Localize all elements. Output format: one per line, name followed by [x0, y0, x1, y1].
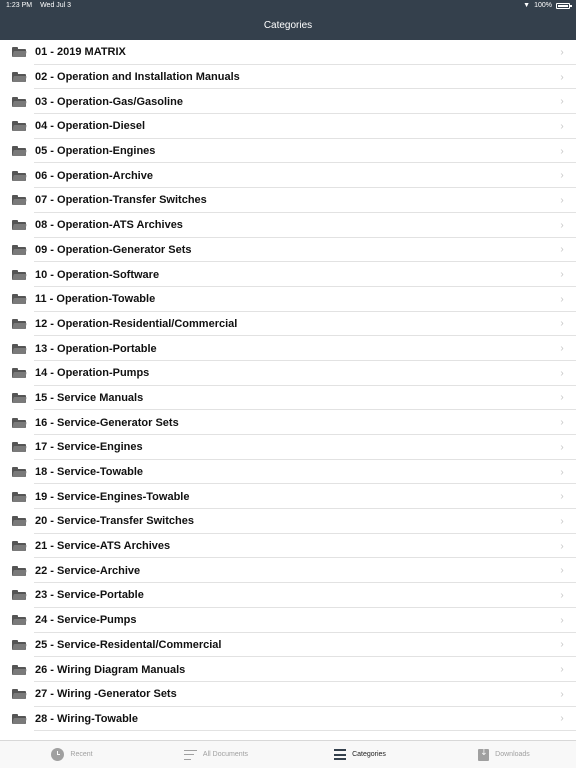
list-item-label: 13 - Operation-Portable: [35, 342, 157, 355]
folder-icon: [12, 146, 26, 156]
folder-icon: [12, 368, 26, 378]
chevron-right-icon: ›: [560, 194, 564, 206]
list-item-label: 07 - Operation-Transfer Switches: [35, 194, 207, 207]
list-item-label: 20 - Service-Transfer Switches: [35, 515, 194, 528]
list-item[interactable]: [0, 114, 576, 139]
battery-icon: [556, 3, 570, 9]
tab-categories-label: Categories: [352, 751, 386, 758]
folder-icon: [12, 442, 26, 452]
list-item-label: 25 - Service-Residental/Commercial: [35, 638, 222, 651]
folder-icon: [12, 467, 26, 477]
folder-icon: [12, 270, 26, 280]
status-date: Wed Jul 3: [40, 2, 72, 9]
download-icon: [478, 749, 489, 761]
chevron-right-icon: ›: [560, 639, 564, 651]
list-item[interactable]: [0, 583, 576, 608]
list-item-label: 21 - Service-ATS Archives: [35, 540, 171, 553]
list-item[interactable]: [0, 262, 576, 287]
list-item-label: 24 - Service-Pumps: [35, 614, 137, 627]
list-item[interactable]: [0, 435, 576, 460]
page-title: Categories: [263, 20, 313, 31]
chevron-right-icon: ›: [560, 565, 564, 577]
list-item[interactable]: [0, 336, 576, 361]
list-item-label: 04 - Operation-Diesel: [35, 120, 146, 133]
wifi-icon: ▼: [523, 2, 531, 9]
chevron-right-icon: ›: [560, 589, 564, 601]
chevron-right-icon: ›: [560, 664, 564, 676]
list-item[interactable]: [0, 65, 576, 90]
navigation-bar: [0, 11, 576, 40]
chevron-right-icon: ›: [560, 96, 564, 108]
list-item-label: 27 - Wiring -Generator Sets: [35, 688, 177, 701]
folder-icon: [12, 541, 26, 551]
list-item[interactable]: [0, 558, 576, 583]
list-item-label: 10 - Operation-Software: [35, 268, 160, 281]
folder-icon: [12, 566, 26, 576]
tab-categories[interactable]: [288, 741, 432, 768]
list-item-label: 03 - Operation-Gas/Gasoline: [35, 95, 183, 108]
chevron-right-icon: ›: [560, 441, 564, 453]
status-time: 1:23 PM: [6, 2, 33, 9]
list-item-label: 23 - Service-Portable: [35, 589, 144, 602]
chevron-right-icon: ›: [560, 46, 564, 58]
chevron-right-icon: ›: [560, 244, 564, 256]
folder-icon: [12, 171, 26, 181]
folder-icon: [12, 640, 26, 650]
list-item[interactable]: [0, 608, 576, 633]
tab-recent-label: Recent: [70, 751, 93, 758]
category-list[interactable]: [0, 40, 576, 740]
list-item[interactable]: [0, 707, 576, 732]
battery-percent: 100%: [534, 2, 552, 9]
list-item-label: 11 - Operation-Towable: [35, 293, 156, 306]
folder-icon: [12, 590, 26, 600]
folder-icon: [12, 294, 26, 304]
chevron-right-icon: ›: [560, 367, 564, 379]
chevron-right-icon: ›: [560, 713, 564, 725]
list-item-label: 26 - Wiring Diagram Manuals: [35, 663, 186, 676]
folder-icon: [12, 220, 26, 230]
folder-icon: [12, 665, 26, 675]
folder-icon: [12, 245, 26, 255]
folder-icon: [12, 344, 26, 354]
folder-icon: [12, 121, 26, 131]
folder-icon: [12, 492, 26, 502]
folder-icon: [12, 319, 26, 329]
list-item[interactable]: [0, 657, 576, 682]
list-item[interactable]: [0, 534, 576, 559]
list-item[interactable]: [0, 89, 576, 114]
list-item[interactable]: [0, 509, 576, 534]
chevron-right-icon: ›: [560, 269, 564, 281]
folder-icon: [12, 72, 26, 82]
tab-all-documents[interactable]: [144, 741, 288, 768]
list-item[interactable]: [0, 312, 576, 337]
folder-icon: [12, 418, 26, 428]
list-item-label: 05 - Operation-Engines: [35, 145, 156, 158]
list-item[interactable]: [0, 40, 576, 65]
tab-all-documents-label: All Documents: [202, 751, 249, 758]
chevron-right-icon: ›: [560, 491, 564, 503]
list-item[interactable]: [0, 410, 576, 435]
status-bar: [0, 0, 576, 11]
folder-icon: [12, 689, 26, 699]
list-item[interactable]: [0, 682, 576, 707]
chevron-right-icon: ›: [560, 540, 564, 552]
list-item[interactable]: [0, 484, 576, 509]
tab-downloads[interactable]: [432, 741, 576, 768]
chevron-right-icon: ›: [560, 120, 564, 132]
chevron-right-icon: ›: [560, 293, 564, 305]
list-item-label: 16 - Service-Generator Sets: [35, 416, 179, 429]
list-item[interactable]: [0, 139, 576, 164]
folder-icon: [12, 393, 26, 403]
chevron-right-icon: ›: [560, 343, 564, 355]
list-item-label: 19 - Service-Engines-Towable: [35, 490, 190, 503]
chevron-right-icon: ›: [560, 614, 564, 626]
list-item-label: 06 - Operation-Archive: [35, 169, 153, 182]
list-item-label: 22 - Service-Archive: [35, 564, 141, 577]
chevron-right-icon: ›: [560, 466, 564, 478]
folder-icon: [12, 47, 26, 57]
chevron-right-icon: ›: [560, 515, 564, 527]
list-item-label: 09 - Operation-Generator Sets: [35, 243, 192, 256]
tab-recent[interactable]: [0, 741, 144, 768]
list-item-label: 15 - Service Manuals: [35, 391, 144, 404]
list-item[interactable]: [0, 238, 576, 263]
chevron-right-icon: ›: [560, 145, 564, 157]
list-item[interactable]: [0, 163, 576, 188]
list-item-label: 28 - Wiring-Towable: [35, 712, 138, 725]
list-item[interactable]: [0, 287, 576, 312]
clock-icon: [51, 748, 64, 761]
list-item-label: 08 - Operation-ATS Archives: [35, 219, 183, 232]
list-item[interactable]: [0, 460, 576, 485]
list-item-label: 01 - 2019 MATRIX: [35, 46, 126, 59]
list-icon: [184, 750, 197, 760]
stack-icon: [334, 749, 346, 760]
list-item-label: 17 - Service-Engines: [35, 441, 143, 454]
list-item[interactable]: [0, 361, 576, 386]
list-item[interactable]: [0, 633, 576, 658]
folder-icon: [12, 195, 26, 205]
chevron-right-icon: ›: [560, 170, 564, 182]
chevron-right-icon: ›: [560, 688, 564, 700]
list-item-label: 12 - Operation-Residential/Commercial: [35, 317, 238, 330]
list-item-label: 18 - Service-Towable: [35, 466, 144, 479]
list-item[interactable]: [0, 386, 576, 411]
chevron-right-icon: ›: [560, 318, 564, 330]
list-item-label: 02 - Operation and Installation Manuals: [35, 71, 240, 84]
chevron-right-icon: ›: [560, 417, 564, 429]
tab-downloads-label: Downloads: [495, 751, 530, 758]
chevron-right-icon: ›: [560, 392, 564, 404]
list-item[interactable]: [0, 213, 576, 238]
folder-icon: [12, 97, 26, 107]
chevron-right-icon: ›: [560, 219, 564, 231]
list-item-label: 14 - Operation-Pumps: [35, 367, 150, 380]
tab-bar: [0, 740, 576, 768]
folder-icon: [12, 615, 26, 625]
folder-icon: [12, 714, 26, 724]
chevron-right-icon: ›: [560, 71, 564, 83]
folder-icon: [12, 516, 26, 526]
list-item[interactable]: [0, 188, 576, 213]
